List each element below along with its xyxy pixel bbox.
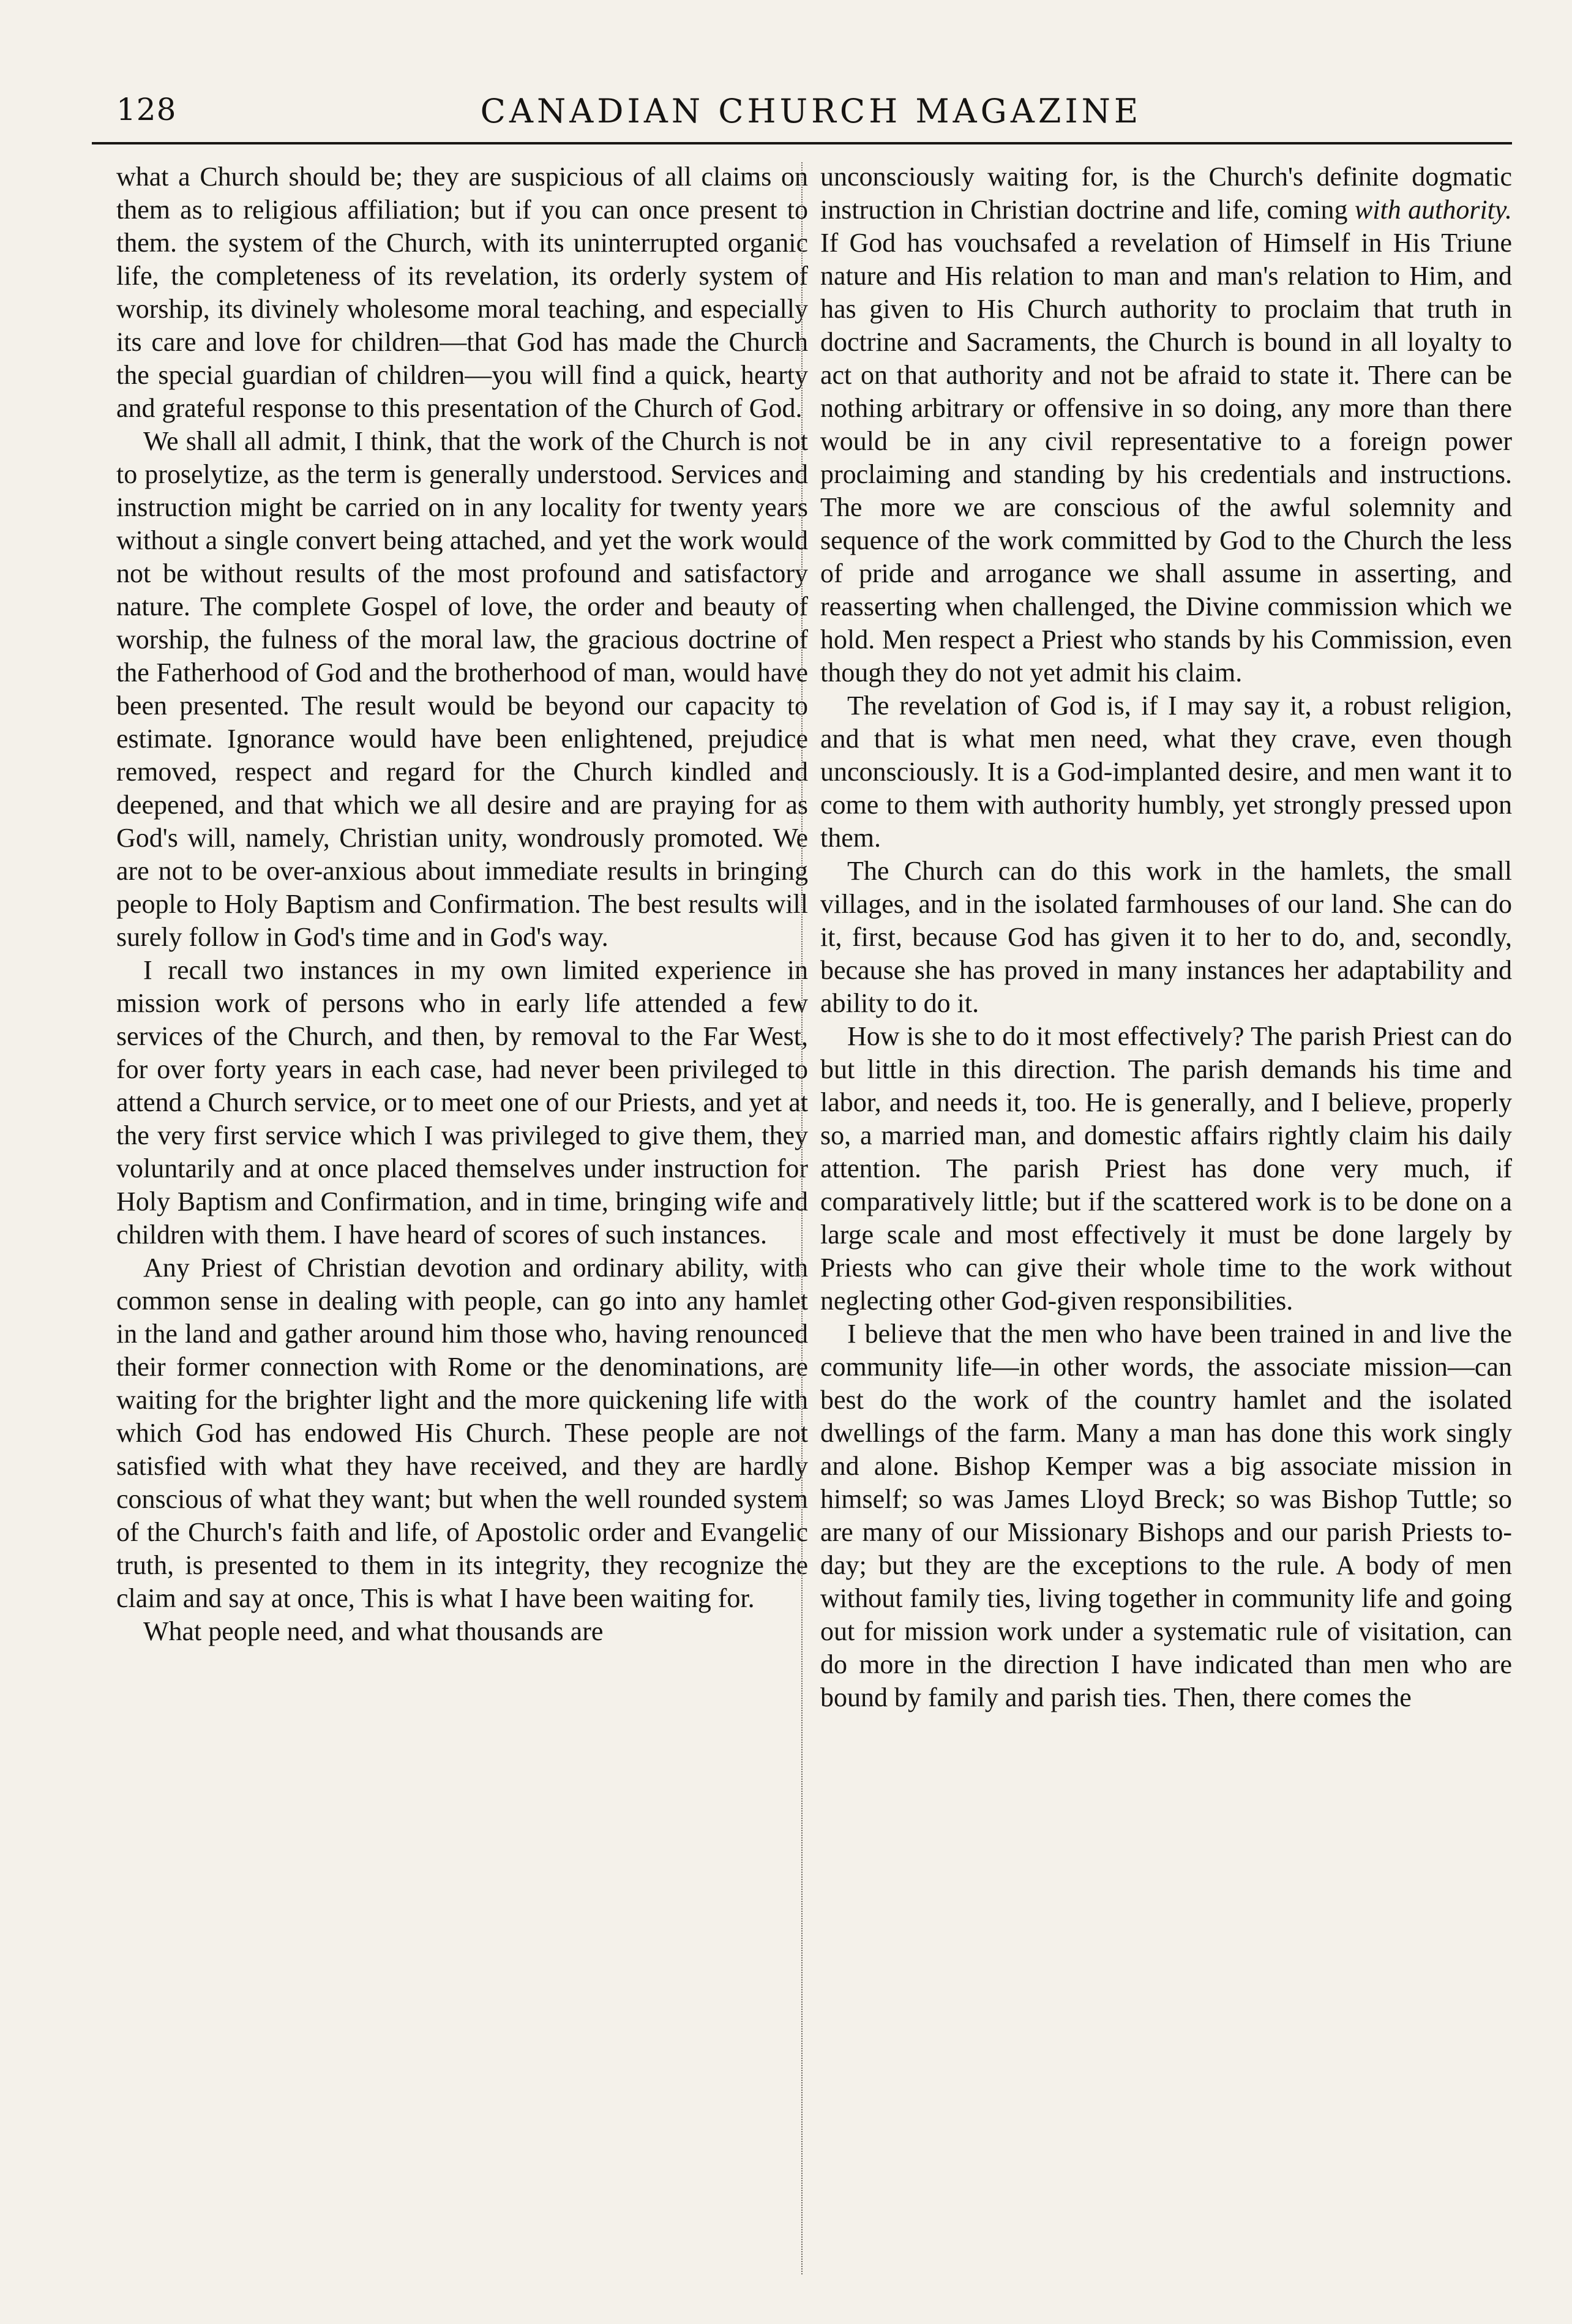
italic-phrase: with authority.	[1354, 195, 1512, 225]
paragraph: We shall all admit, I think, that the work of the Church is not to proselytize, as the term is generally understood. Services and instruction might be carried on in any locality for twenty years without a single convert being attached, and yet the work would not be without results of the most profound and satisfactory nature. The complete Gospel of love, the order and beauty of worship, the fulness of the moral law, the gracious doctrine of the Fatherhood of God and the brotherhood of man, would have been presented. The result would be beyond our capacity to estimate. Ignorance would have been enlightened, prejudice removed, respect and regard for the Church kindled and deepened, and that which we all desire and are praying for as God's will, namely, Christian unity, wondrously promoted. We are not to be over-anxious about immediate results in bringing people to Holy Baptism and Confirmation. The best results will surely follow in God's time and in God's way.	[116, 426, 808, 952]
paragraph: What people need, and what thousands are	[143, 1616, 604, 1646]
header-rule	[92, 142, 1512, 144]
paragraph: The revelation of God is, if I may say it, a robust religion, and that is what men need, what they crave, even though unconsciously. It is a God-implanted desire, and men want it to come to them with authority humbly, yet strongly pressed upon them.	[820, 691, 1512, 853]
page-number: 128	[116, 92, 177, 127]
paragraph: I believe that the men who have been trained in and live the community life—in other words, the associate mission—can best do the work of the country hamlet and the isolated dwellings of the farm. Many a man has done this work singly and alone. Bishop Kemper was a big associate mission in himself; so was James Lloyd Breck; so was Bishop Tuttle; so are many of our Missionary Bishops and our parish Priests to-day; but they are the exceptions to the rule. A body of men without family ties, living together in community life and going out for mission work under a systematic rule of visitation, can do more in the direction I have indicated than men who are bound by family and parish ties. Then, there comes the	[820, 1319, 1512, 1712]
left-column	[116, 160, 808, 2279]
paragraph: How is she to do it most effectively? The parish Priest can do but little in this direction. The parish demands his time and labor, and needs it, too. He is generally, and I believe, properly so, a married man, and domestic affairs rightly claim his daily attention. The parish Priest has done very much, if comparatively little; but if the scattered work is to be done on a large scale and most effectively it must be done largely by Priests who can give their whole time to the work without neglecting other God-given responsibilities.	[820, 1021, 1512, 1316]
paragraph-text: If God has vouchsafed a revelation of Himself in His Triune nature and His relation to man and man's relation to Him, and has given to His Church authority to proclaim that truth in doctrine and Sacraments, the Church is bound in all loyalty to act on that authority and not be afraid to state it. There can be nothing arbitrary or offensive in so doing, any more than there would be in any civil representative to a foreign power proclaiming and standing by his credentials and instructions. The more we are conscious of the awful solemnity and sequence of the work committed by God to the Church the less of pride and arrogance we shall assume in asserting, and reasserting when challenged, the Divine commission which we hold. Men respect a Priest who stands by his Commission, even though they do not yet admit his claim.	[820, 228, 1512, 688]
paragraph-text: unconsciously waiting for, is the Church's definite dogmatic instruction in Christian doctrine and life, coming	[820, 162, 1512, 225]
paragraph	[820, 160, 1512, 689]
paragraph: Any Priest of Christian devotion and ordinary ability, with common sense in dealing with people, can go into any hamlet in the land and gather around him those who, having renounced their former connection with Rome or the denominations, are waiting for the brighter light and the more quickening life with which God has endowed His Church. These people are not satisfied with what they have received, and they are hardly conscious of what they want; but when the well rounded system of the Church's faith and life, of Apostolic order and Evangelic truth, is presented to them in its integrity, they recognize the claim and say at once, This is what I have been waiting for.	[116, 1253, 808, 1613]
right-column	[820, 160, 1512, 2279]
magazine-title: CANADIAN CHURCH MAGAZINE	[480, 92, 1142, 130]
paragraph: The Church can do this work in the hamlets, the small villages, and in the isolated farmhouses of our land. She can do it, first, because God has given it to her to do, and, secondly, because she has proved in many instances her adaptability and ability to do it.	[820, 856, 1512, 1018]
paragraph: I recall two instances in my own limited experience in mission work of persons who in early life attended a few services of the Church, and then, by removal to the Far West, for over forty years in each case, had never been privileged to attend a Church service, or to meet one of our Priests, and yet at the very first service which I was privileged to give them, they voluntarily and at once placed themselves under instruction for Holy Baptism and Confirmation, and in time, bringing wife and children with them. I have heard of scores of such instances.	[116, 955, 808, 1250]
paragraph: what a Church should be; they are suspicious of all claims on them as to religious affiliation; but if you can once present to them. the system of the Church, with its uninterrupted organic life, the completeness of its revelation, its orderly system of worship, its divinely wholesome moral teaching, and especially its care and love for children—that God has made the Church the special guardian of children—you will find a quick, hearty and grateful response to this presentation of the Church of God.	[116, 162, 808, 423]
column-divider	[801, 162, 803, 2274]
